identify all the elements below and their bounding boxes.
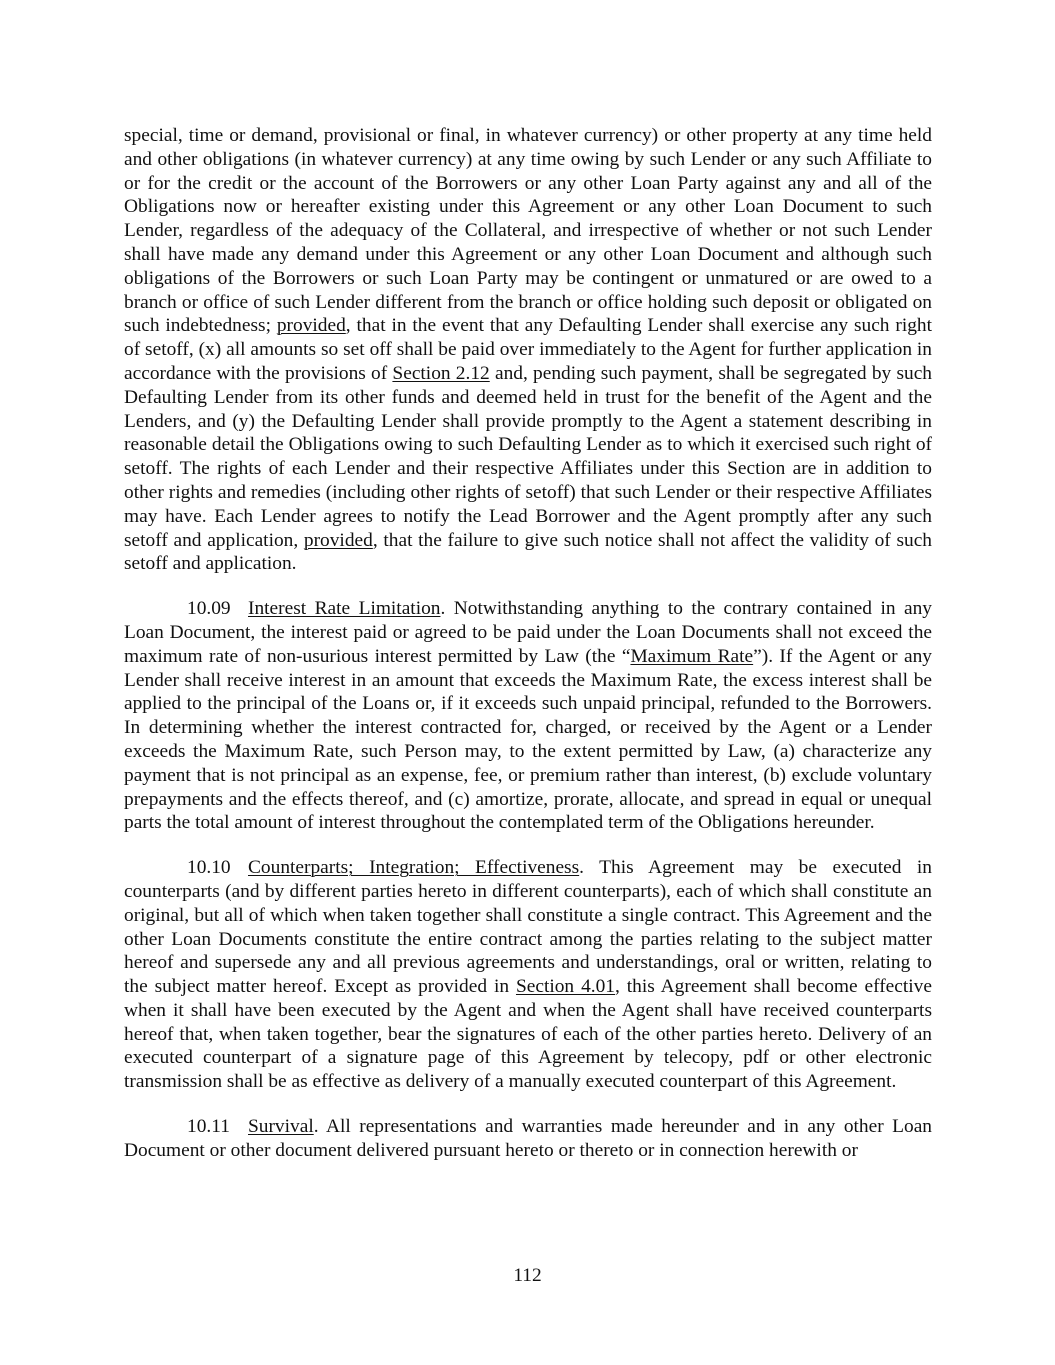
section-10-10-paragraph [124, 856, 932, 1094]
section-10-09-paragraph [124, 597, 932, 835]
section-text-a: . This Agreement may be executed in counterparts (and by different parties hereto in different counterparts), each of which shall constitute an original, but all of which when taken together shall constitute a single contract. This Agreement and the other Loan Documents constitute the entire contract among the parties relating to the subject matter hereof and supersede any and all previous agreements and understandings, oral or written, relating to the subject matter hereof. Except as provided in [124, 857, 933, 998]
intro-text-a: special, time or demand, provisional or final, in whatever currency) or other property at any time held and other obligations (in whatever currency) at any time owing by such Lender or any such Affiliate to or for the credit or the account of the Borrowers or any other Loan Party against any and all of the Obligations now or hereafter existing under this Agreement or any other Loan Document to such Lender, regardless of the adequacy of the Collateral, and irrespective of whether or not such Lender shall have made any demand under this Agreement or any other Loan Document and although such obligations of the Borrowers or such Loan Party may be contingent or unmatured or are owed to a branch or office of such Lender different from the branch or office holding such deposit or obligated on such indebtedness; [124, 125, 932, 337]
intro-text-c: and, pending such payment, shall be segregated by such Defaulting Lender from its other funds and deemed held in trust for the benefit of the Agent and the Lenders, and (y) the Defaulting Lender shall provide promptly to the Agent a statement describing in reasonable detail the Obligations owing to such Defaulting Lender as to which it exercised such right of setoff. The rights of each Lender and their respective Affiliates under this Section are in addition to other rights and remedies (including other rights of setoff) that such Lender or their respective Affiliates may have. Each Lender agrees to notify the Lead Borrower and the Agent promptly after any such setoff and application, [124, 362, 932, 551]
section-heading: Survival [248, 1116, 314, 1138]
section-heading: Counterparts; Integration; Effectiveness [248, 857, 580, 879]
defined-term: Maximum Rate [630, 645, 754, 667]
section-text-b: ”). If the Agent or any Lender shall receive interest in an amount that exceeds the Maximum Rate, the excess interest shall be applied to the principal of the Loans or, if it exceeds such unpaid principal, refunded to the Borrowers. In determining whether the interest contracted for, charged, or received by the Agent or a Lender exceeds the Maximum Rate, such Person may, to the extent permitted by Law, (a) characterize any payment that is not principal as an expense, fee, or premium rather than interest, (b) exclude voluntary prepayments and the effects thereof, and (c) amortize, prorate, allocate, and spread in equal or unequal parts the total amount of interest throughout the contemplated term of the Obligations hereunder. [124, 645, 932, 834]
section-heading: Interest Rate Limitation [248, 598, 441, 620]
intro-text-b: , that in the event that any Defaulting Lender shall exercise any such right of setoff, (x) all amounts so set off shall be paid over immediately to the Agent for further application in accordance with the provisions of [124, 315, 932, 384]
section-10-11-paragraph [124, 1115, 932, 1163]
setoff-continuation-paragraph [124, 124, 932, 576]
intro-text-d: , that the failure to give such notice shall not affect the validity of such setoff and application. [124, 529, 932, 575]
section-text-a: . All representations and warranties made hereunder and in any other Loan Document or other document delivered pursuant hereto or thereto or in connection herewith or [124, 1116, 932, 1161]
section-number: 10.10 [187, 857, 231, 879]
provided-term: provided [303, 529, 373, 551]
section-text-a: . Notwithstanding anything to the contrary contained in any Loan Document, the interest paid or agreed to be paid under the Loan Documents shall not exceed the maximum rate of non-usurious interest permitted by Law (the “ [124, 598, 932, 667]
page-number: 112 [513, 1265, 542, 1286]
section-text-b: , this Agreement shall become effective when it shall have been executed by the Agent and when the Agent shall have received counterparts hereof that, when taken together, bear the signatures of each of the other parties hereto. Delivery of an executed counterpart of a signature page of this Agreement by telecopy, pdf or other electronic transmission shall be as effective as delivery of a manually executed counterpart of this Agreement. [124, 976, 932, 1093]
provided-term: provided [276, 315, 346, 337]
section-4-01-reference[interactable]: Section 4.01 [515, 976, 615, 998]
section-number: 10.11 [187, 1116, 230, 1138]
document-page [124, 124, 932, 1163]
section-number: 10.09 [187, 598, 231, 620]
section-2-12-reference[interactable]: Section 2.12 [392, 362, 490, 384]
